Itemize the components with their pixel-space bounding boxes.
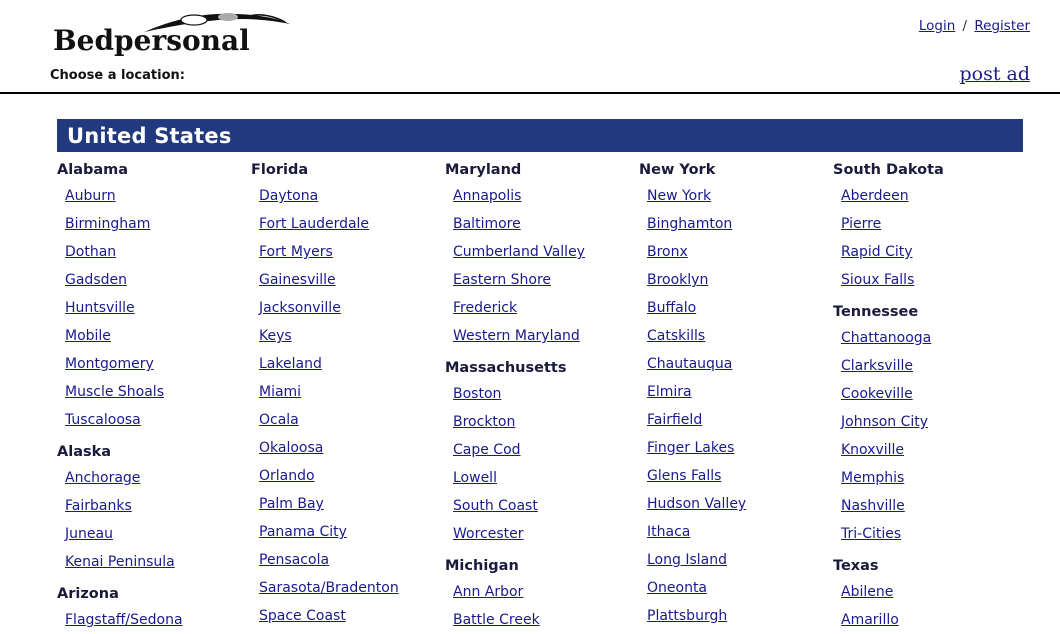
city-link[interactable]: Rapid City xyxy=(841,244,913,260)
location-column xyxy=(627,160,821,634)
city-link[interactable]: Nashville xyxy=(841,498,905,514)
city-link[interactable]: Juneau xyxy=(65,526,113,542)
post-ad-link[interactable]: post ad xyxy=(959,63,1030,85)
city-link[interactable]: Palm Bay xyxy=(259,496,324,512)
city-link[interactable]: Annapolis xyxy=(453,188,522,204)
state-heading: Texas xyxy=(833,558,879,574)
city-link[interactable]: Miami xyxy=(259,384,302,400)
city-link[interactable]: Muscle Shoals xyxy=(65,384,164,400)
city-link[interactable]: Cookeville xyxy=(841,386,913,402)
state-heading: New York xyxy=(639,162,716,178)
site-logo[interactable] xyxy=(50,10,310,56)
city-link[interactable]: Fairbanks xyxy=(65,498,132,514)
city-link[interactable]: Ithaca xyxy=(647,524,691,540)
state-heading: Maryland xyxy=(445,162,522,178)
logo-text: Bedpersonal xyxy=(53,24,250,57)
state-heading: Arizona xyxy=(57,586,119,602)
city-link[interactable]: Ann Arbor xyxy=(453,584,524,600)
state-group xyxy=(239,162,433,630)
city-link[interactable]: Catskills xyxy=(647,328,706,344)
city-link[interactable]: Chattanooga xyxy=(841,330,932,346)
city-link[interactable]: Fairfield xyxy=(647,412,703,428)
city-link[interactable]: Battle Creek xyxy=(453,612,540,628)
state-heading: Tennessee xyxy=(833,304,919,320)
city-link[interactable]: Birmingham xyxy=(65,216,151,232)
city-link[interactable]: Cape Cod xyxy=(453,442,521,458)
state-heading: Alaska xyxy=(57,444,112,460)
city-link[interactable]: Brockton xyxy=(453,414,516,430)
city-link[interactable]: New York xyxy=(647,188,712,204)
city-link[interactable]: Johnson City xyxy=(841,414,929,430)
city-link[interactable]: Baltimore xyxy=(453,216,521,232)
location-column xyxy=(821,160,1015,634)
city-link[interactable]: Brooklyn xyxy=(647,272,709,288)
state-heading: Florida xyxy=(251,162,309,178)
auth-links xyxy=(919,18,1030,34)
choose-location-bar xyxy=(0,62,1060,94)
city-link[interactable]: Elmira xyxy=(647,384,692,400)
city-link[interactable]: Fort Myers xyxy=(259,244,333,260)
city-link[interactable]: Aberdeen xyxy=(841,188,909,204)
state-heading: Massachusetts xyxy=(445,360,567,376)
city-link[interactable]: Gainesville xyxy=(259,272,336,288)
location-column xyxy=(433,160,627,634)
city-link[interactable]: Gadsden xyxy=(65,272,127,288)
auth-separator: / xyxy=(962,18,968,34)
city-link[interactable]: Daytona xyxy=(259,188,319,204)
city-link[interactable]: Clarksville xyxy=(841,358,913,374)
state-group xyxy=(821,162,1015,294)
location-column xyxy=(239,160,433,634)
city-link[interactable]: Flagstaff/Sedona xyxy=(65,612,183,628)
state-heading: Alabama xyxy=(57,162,129,178)
state-group xyxy=(821,558,1015,634)
city-link[interactable]: Oneonta xyxy=(647,580,708,596)
state-group xyxy=(45,444,239,576)
city-link[interactable]: Frederick xyxy=(453,300,518,316)
city-link[interactable]: Pierre xyxy=(841,216,882,232)
city-link[interactable]: Amarillo xyxy=(841,612,899,628)
city-link[interactable]: Long Island xyxy=(647,552,727,568)
country-banner xyxy=(57,119,1023,152)
city-link[interactable]: Abilene xyxy=(841,584,894,600)
choose-location-label: Choose a location: xyxy=(50,68,185,83)
city-link[interactable]: Worcester xyxy=(453,526,524,542)
city-link[interactable]: Buffalo xyxy=(647,300,697,316)
city-link[interactable]: Anchorage xyxy=(65,470,141,486)
city-link[interactable]: Lakeland xyxy=(259,356,322,372)
city-link[interactable]: Okaloosa xyxy=(259,440,324,456)
city-link[interactable]: Kenai Peninsula xyxy=(65,554,175,570)
city-link[interactable]: Space Coast xyxy=(259,608,346,624)
state-group xyxy=(433,162,627,350)
city-link[interactable]: Huntsville xyxy=(65,300,135,316)
city-link[interactable]: South Coast xyxy=(453,498,538,514)
city-link[interactable]: Boston xyxy=(453,386,502,402)
city-link[interactable]: Jacksonville xyxy=(259,300,341,316)
city-link[interactable]: Tuscaloosa xyxy=(65,412,141,428)
city-link[interactable]: Memphis xyxy=(841,470,905,486)
login-link[interactable]: Login xyxy=(918,18,956,34)
city-link[interactable]: Keys xyxy=(259,328,292,344)
state-group xyxy=(45,586,239,634)
city-link[interactable]: Binghamton xyxy=(647,216,733,232)
city-link[interactable]: Sarasota/Bradenton xyxy=(259,580,399,596)
city-link[interactable]: Cumberland Valley xyxy=(453,244,585,260)
state-group xyxy=(821,304,1015,548)
city-link[interactable]: Glens Falls xyxy=(647,468,722,484)
city-link[interactable]: Montgomery xyxy=(65,356,154,372)
country-title: United States xyxy=(67,123,232,148)
city-link[interactable]: Fort Lauderdale xyxy=(259,216,370,232)
city-link[interactable]: Auburn xyxy=(65,188,116,204)
city-link[interactable]: Tri-Cities xyxy=(841,526,902,542)
state-group xyxy=(45,162,239,434)
city-link[interactable]: Ocala xyxy=(259,412,299,428)
city-link[interactable]: Panama City xyxy=(259,524,347,540)
city-link[interactable]: Sioux Falls xyxy=(841,272,915,288)
city-link[interactable]: Dothan xyxy=(65,244,117,260)
city-link[interactable]: Pensacola xyxy=(259,552,330,568)
state-group xyxy=(627,162,821,630)
state-heading: South Dakota xyxy=(833,162,944,178)
city-link[interactable]: Eastern Shore xyxy=(453,272,552,288)
city-link[interactable]: Finger Lakes xyxy=(647,440,735,456)
city-link[interactable]: Lowell xyxy=(453,470,497,486)
city-link[interactable]: Chautauqua xyxy=(647,356,733,372)
state-heading: Michigan xyxy=(445,558,519,574)
city-link[interactable]: Hudson Valley xyxy=(647,496,747,512)
city-link[interactable]: Plattsburgh xyxy=(647,608,728,624)
city-link[interactable]: Knoxville xyxy=(841,442,905,458)
state-group xyxy=(433,360,627,548)
page-header xyxy=(0,0,1060,62)
city-link[interactable]: Bronx xyxy=(647,244,688,260)
register-link[interactable]: Register xyxy=(974,18,1030,34)
city-link[interactable]: Mobile xyxy=(65,328,111,344)
city-link[interactable]: Orlando xyxy=(259,468,315,484)
city-link[interactable]: Western Maryland xyxy=(453,328,580,344)
state-group xyxy=(433,558,627,634)
location-columns xyxy=(0,160,1060,634)
location-column xyxy=(45,160,239,634)
